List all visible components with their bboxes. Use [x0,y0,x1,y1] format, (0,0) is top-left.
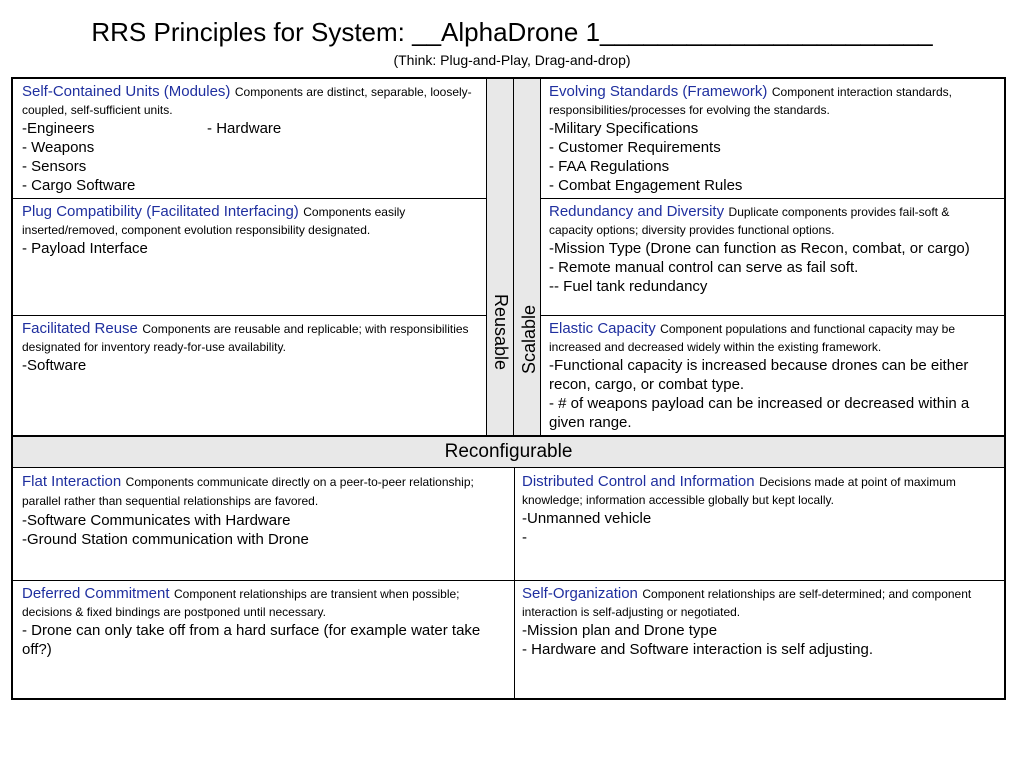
cell-description: Decisions made at point of maximum knowledge; information accessible globally but kept locally. [522,475,956,507]
list-item: -Software [22,357,87,374]
cell-description: Duplicate components provides fail-soft & capacity options; diversity provides functional options. [549,205,950,237]
list-item: - Sensors [22,158,87,175]
cell-description: Component relationships are self-determined; and component interaction is self-adjusting or negotiated. [522,587,972,619]
list-item: -Mission plan and Drone type [522,622,718,639]
list-item: -Unmanned vehicle [522,510,652,527]
cell-heading: Flat Interaction [22,473,122,490]
list-item: -Military Specifications [549,120,699,137]
cell-flat-interaction [13,469,514,580]
reusable-column [486,79,514,435]
list-item: -Functional capacity is increased because drones can be either recon, cargo, or combat type. [549,357,969,393]
page-title: RRS Principles for System: __AlphaDrone 1_______________________ [91,17,933,47]
cell-distributed-control [515,469,1004,580]
scalable-label: Scalable [519,304,539,374]
cell-description: Components easily inserted/removed, component evolution responsibility designated. [22,205,406,237]
list-item: - Remote manual control can serve as fail soft. [549,259,859,276]
list-item: - [522,529,527,546]
cell-deferred-commitment [13,581,514,699]
cell-description: Components communicate directly on a peer-to-peer relationship; parallel rather than sequential relationships are favored. [22,475,474,508]
cell-description: Component interaction standards, responsibilities/processes for evolving the standards. [549,85,952,117]
list-item: - Cargo Software [22,177,136,194]
cell-redundancy-diversity [541,199,1004,315]
list-item: -Ground Station communication with Drone [22,531,309,548]
cell-heading: Self-Organization [522,585,638,602]
list-item: -- Fuel tank redundancy [549,278,708,295]
cell-self-contained-units [13,79,486,198]
cell-heading: Plug Compatibility (Facilitated Interfacing) [22,203,299,220]
reusable-label: Reusable [491,294,511,371]
cell-description: Components are reusable and replicable; with responsibilities designated for inventory ready-for-use availability. [22,322,469,354]
cell-heading: Evolving Standards (Framework) [549,83,768,100]
list-item: - Hardware and Software interaction is self adjusting. [522,641,874,658]
cell-heading: Elastic Capacity [549,320,656,337]
cell-self-organization [515,581,1004,699]
reconfigurable-band: Reconfigurable [11,435,1006,468]
list-item: - Payload Interface [22,240,148,257]
cell-elastic-capacity [541,316,1004,435]
cell-evolving-standards [541,79,1004,198]
cell-description: Component relationships are transient when possible; decisions & fixed bindings are postponed until necessary. [22,587,460,619]
list-item: -Mission Type (Drone can function as Recon, combat, or cargo) [549,240,970,257]
cell-plug-compatibility [13,199,486,315]
cell-description: Components are distinct, separable, loosely-coupled, self-sufficient units. [22,85,472,117]
list-item: - Drone can only take off from a hard surface (for example water take off?) [22,622,481,658]
list-item: - Weapons [22,139,95,156]
cell-description: Component populations and functional capacity may be increased and decreased widely within the existing framework. [549,322,956,354]
cell-facilitated-reuse [13,316,486,435]
page-subtitle: (Think: Plug-and-Play, Drag-and-drop) [393,52,631,68]
cell-heading: Distributed Control and Information [522,473,755,490]
list-item: - FAA Regulations [549,158,670,175]
list-item: -Engineers - Hardware [22,120,282,137]
cell-heading: Self-Contained Units (Modules) [22,83,231,100]
list-item: - # of weapons payload can be increased or decreased within a given range. [549,395,970,431]
list-item: - Customer Requirements [549,139,721,156]
list-item: -Software Communicates with Hardware [22,512,291,529]
list-item: - Combat Engagement Rules [549,177,743,194]
cell-heading: Redundancy and Diversity [549,203,725,220]
cell-heading: Deferred Commitment [22,585,170,602]
cell-heading: Facilitated Reuse [22,320,138,337]
scalable-column [514,79,541,435]
